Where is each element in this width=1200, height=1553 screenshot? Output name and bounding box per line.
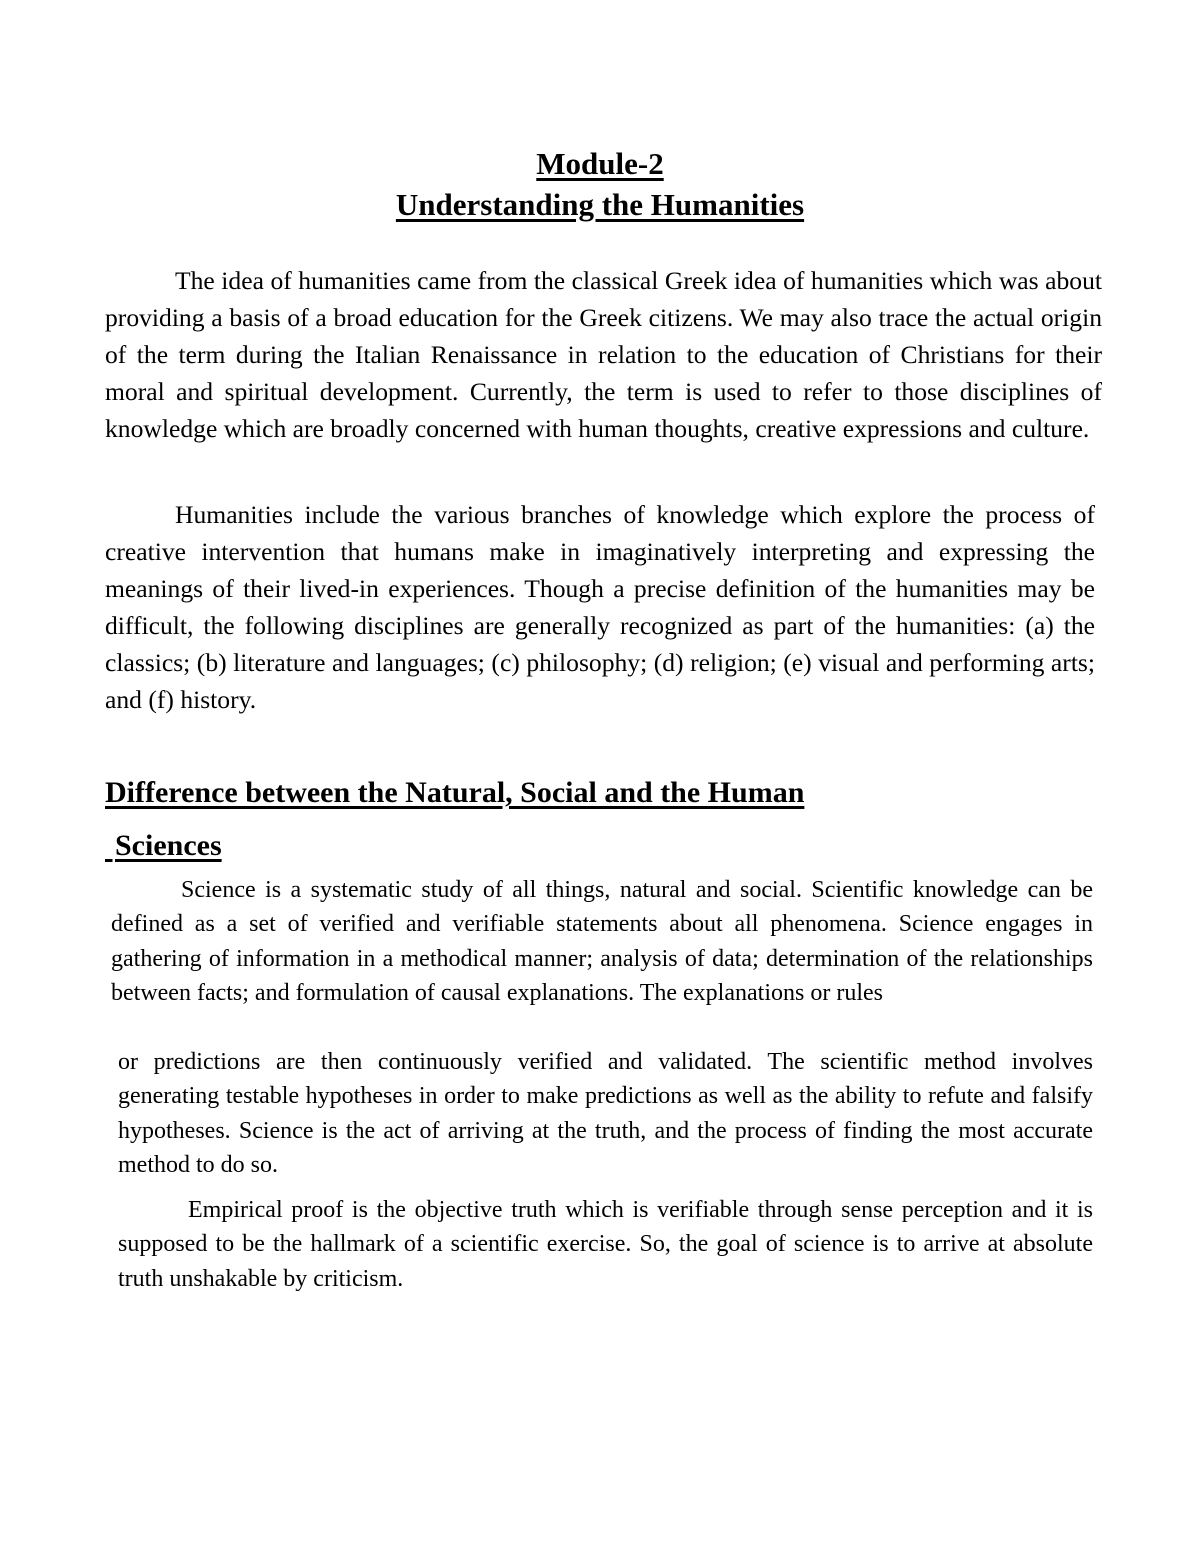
section-heading-line1: Difference between the Natural, Social and the Human: [105, 776, 805, 809]
paragraph-humanities-disciplines: Humanities include the various branches of knowledge which explore the process of creative intervention that humans make in imaginatively interpreting and expressing the meanings of their lived-in experiences. Though a precise definition of the humanities may be difficult, the following disciplines are generally recognized as part of the humanities: (a) the classics; (b) literature and languages; (c) philosophy; (d) religion; (e) visual and performing arts; and (f) history.: [105, 500, 1095, 714]
module-subtitle: Understanding the Humanities: [395, 187, 805, 222]
section-heading-line2: [105, 828, 222, 864]
paragraph-science-definition: Science is a systematic study of all things, natural and social. Scientific knowledge can be defined as a set of verified and verifiable statements about all phenomena. Science engages in gathering of information in a methodical manner; analysis of data; determination of the relationships between facts; and formulation of causal explanations. The explanations or rules: [111, 877, 1093, 1006]
paragraph-empirical-proof: Empirical proof is the objective truth which is verifiable through sense perception and it is supposed to be the hallmark of a scientific exercise. So, the goal of science is to arrive at absolute truth unshakable by criticism.: [118, 1197, 1093, 1292]
paragraph-humanities-origin: The idea of humanities came from the classical Greek idea of humanities which was about providing a basis of a broad education for the Greek citizens. We may also trace the actual origin of the term during the Italian Renaissance in relation to the education of Christians for their moral and spiritual development. Currently, the term is used to refer to those disciplines of knowledge which are broadly concerned with human thoughts, creative expressions and culture.: [105, 266, 1102, 443]
heading-indent: [105, 828, 115, 864]
paragraph-scientific-method: or predictions are then continuously verified and validated. The scientific method involves generating testable hypotheses in order to make predictions as well as the ability to refute and falsify hypotheses. Science is the act of arriving at the truth, and the process of finding the most accurate method to do so.: [118, 1049, 1093, 1178]
module-title: Module-2: [536, 146, 664, 181]
section-heading-line2-text: Sciences: [115, 829, 222, 862]
